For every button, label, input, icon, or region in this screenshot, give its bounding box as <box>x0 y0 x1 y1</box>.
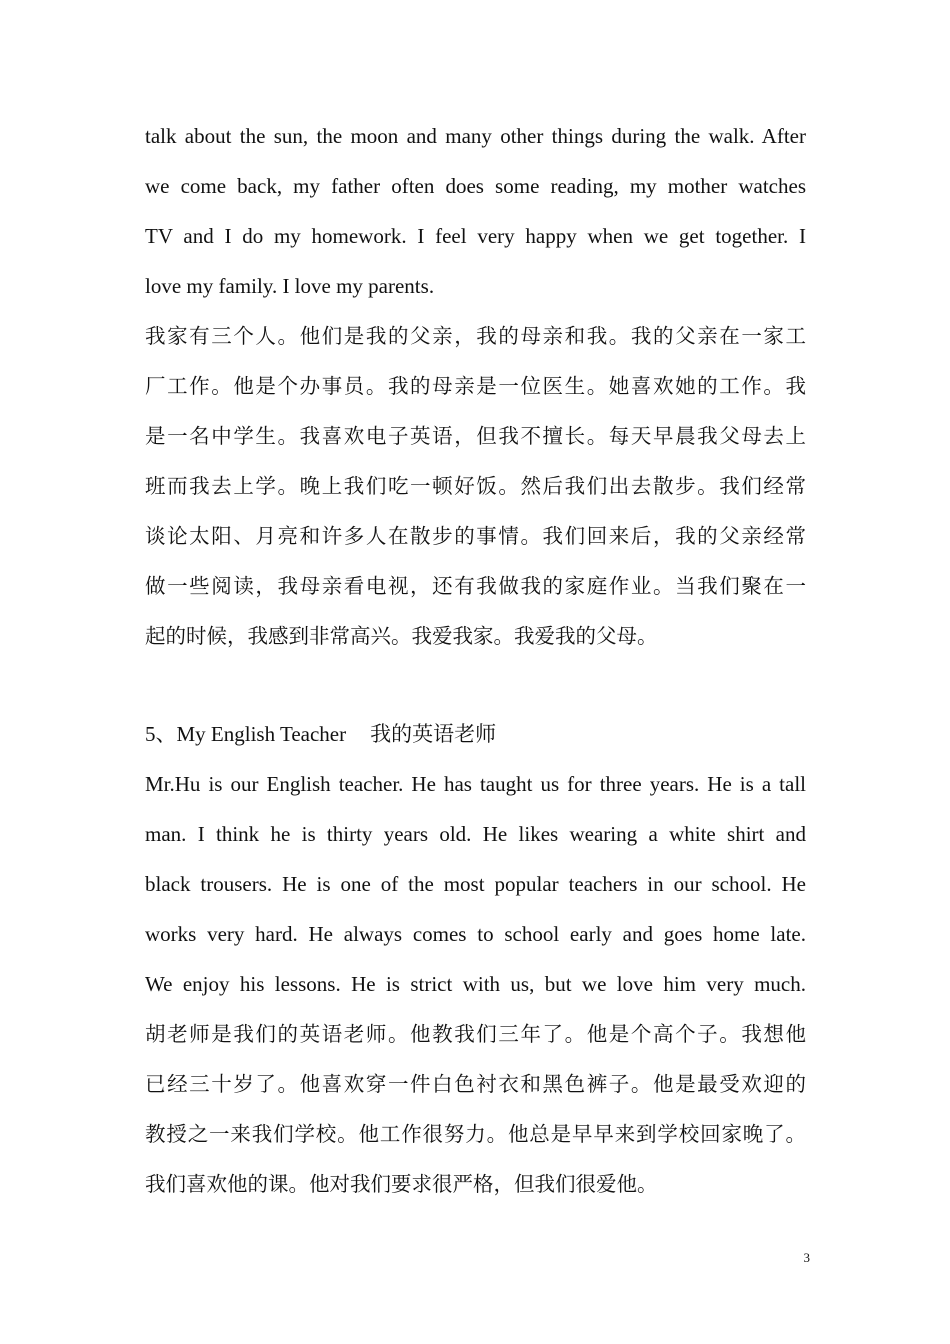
translation-line: 我家有三个人。他们是我的父亲，我的母亲和我。我的父亲在一家工 <box>145 324 806 348</box>
section-heading <box>145 709 806 759</box>
paragraph-line: TV and I do my homework. I feel very happy when we get together. I <box>145 224 806 248</box>
paragraph-line: Mr.Hu is our English teacher. He has taught us for three years. He is a tall <box>145 772 806 796</box>
paragraph-line: We enjoy his lessons. He is strict with us, but we love him very much. <box>145 972 806 996</box>
translation-line: 起的时候，我感到非常高兴。我爱我家。我爱我的父母。 <box>145 624 658 648</box>
translation-line: 我们喜欢他的课。他对我们要求很严格，但我们很爱他。 <box>145 1172 658 1196</box>
translation-line: 已经三十岁了。他喜欢穿一件白色衬衣和黑色裤子。他是最受欢迎的 <box>145 1072 806 1096</box>
translation-line: 班而我去上学。晚上我们吃一顿好饭。然后我们出去散步。我们经常 <box>145 474 806 498</box>
translation-line: 谈论太阳、月亮和许多人在散步的事情。我们回来后，我的父亲经常 <box>145 524 806 548</box>
translation-line: 教授之一来我们学校。他工作很努力。他总是早早来到学校回家晚了。 <box>145 1122 806 1146</box>
paragraph-line: talk about the sun, the moon and many other things during the walk. After <box>145 124 806 148</box>
translation-line: 厂工作。他是个办事员。我的母亲是一位医生。她喜欢她的工作。我 <box>145 374 806 398</box>
translation-line: 做一些阅读，我母亲看电视，还有我做我的家庭作业。当我们聚在一 <box>145 574 806 598</box>
translation-line: 胡老师是我们的英语老师。他教我们三年了。他是个高个子。我想他 <box>145 1022 806 1046</box>
section-heading-title: 5、My English Teacher <box>145 722 347 746</box>
page-number: 3 <box>803 1250 810 1265</box>
paragraph-line: love my family. I love my parents. <box>145 274 435 298</box>
paragraph-line: we come back, my father often does some reading, my mother watches <box>145 174 806 198</box>
paragraph-line: works very hard. He always comes to school early and goes home late. <box>145 922 806 946</box>
section-heading-cn-title: 我的英语老师 <box>370 722 497 746</box>
paragraph-line: man. I think he is thirty years old. He likes wearing a white shirt and <box>145 822 806 846</box>
paragraph-line: black trousers. He is one of the most popular teachers in our school. He <box>145 872 806 896</box>
translation-line: 是一名中学生。我喜欢电子英语，但我不擅长。每天早晨我父母去上 <box>145 424 806 448</box>
